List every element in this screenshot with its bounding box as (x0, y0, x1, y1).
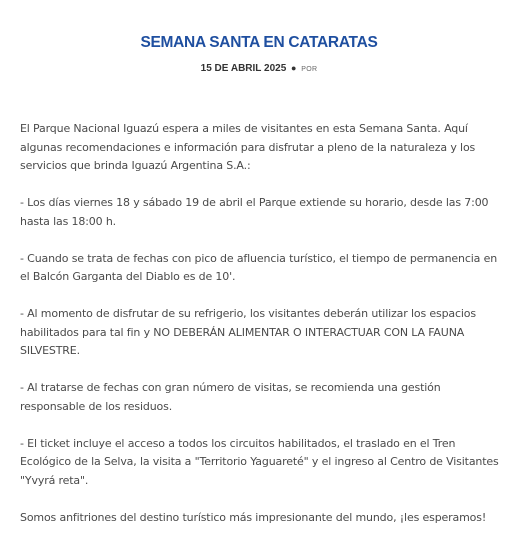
author-label: POR (301, 66, 318, 73)
fauna-paragraph: - Al momento de disfrutar de su refrigerio, los visitantes deberán utilizar los espacios habilitados para tal fin y NO DEBERÁN ALIMENTAR O INTERACTUAR CON LA FAUNA SILVESTRE. (20, 307, 476, 357)
meta-separator-bullet: ● (291, 63, 297, 73)
article-title: SEMANA SANTA EN CATARATAS (140, 34, 378, 51)
ticket-paragraph: - El ticket incluye el acceso a todos los circuitos habilitados, el traslado en el Tren Ecológico de la Selva, la visita a "Territorio Yaguareté" y el ingreso al Centro de Visitantes "Yvyrá reta". (20, 436, 499, 487)
article-header (0, 0, 518, 76)
article-body (20, 120, 505, 546)
article-date: 15 DE ABRIL 2025 (200, 63, 287, 74)
waste-paragraph: - Al tratarse de fechas con gran número de visitas, se recomienda una gestión responsable de los residuos. (20, 381, 441, 413)
schedule-paragraph: - Los días viernes 18 y sábado 19 de abril el Parque extiende su horario, desde las 7:00 hasta las 18:00 h. (20, 196, 489, 228)
balcony-time-paragraph: - Cuando se trata de fechas con pico de afluencia turístico, el tiempo de permanencia en el Balcón Garganta del Diablo es de 10'. (20, 251, 498, 283)
article-meta (0, 62, 518, 76)
closing-paragraph: Somos anfitriones del destino turístico más impresionante del mundo, ¡les esperamos! (20, 510, 487, 524)
intro-paragraph: El Parque Nacional Iguazú espera a miles de visitantes en esta Semana Santa. Aquí algunas recomendaciones e información para disfrutar a pleno de la naturaleza y los servicios que brinda Iguazú Argentina S.A.: (20, 122, 476, 172)
